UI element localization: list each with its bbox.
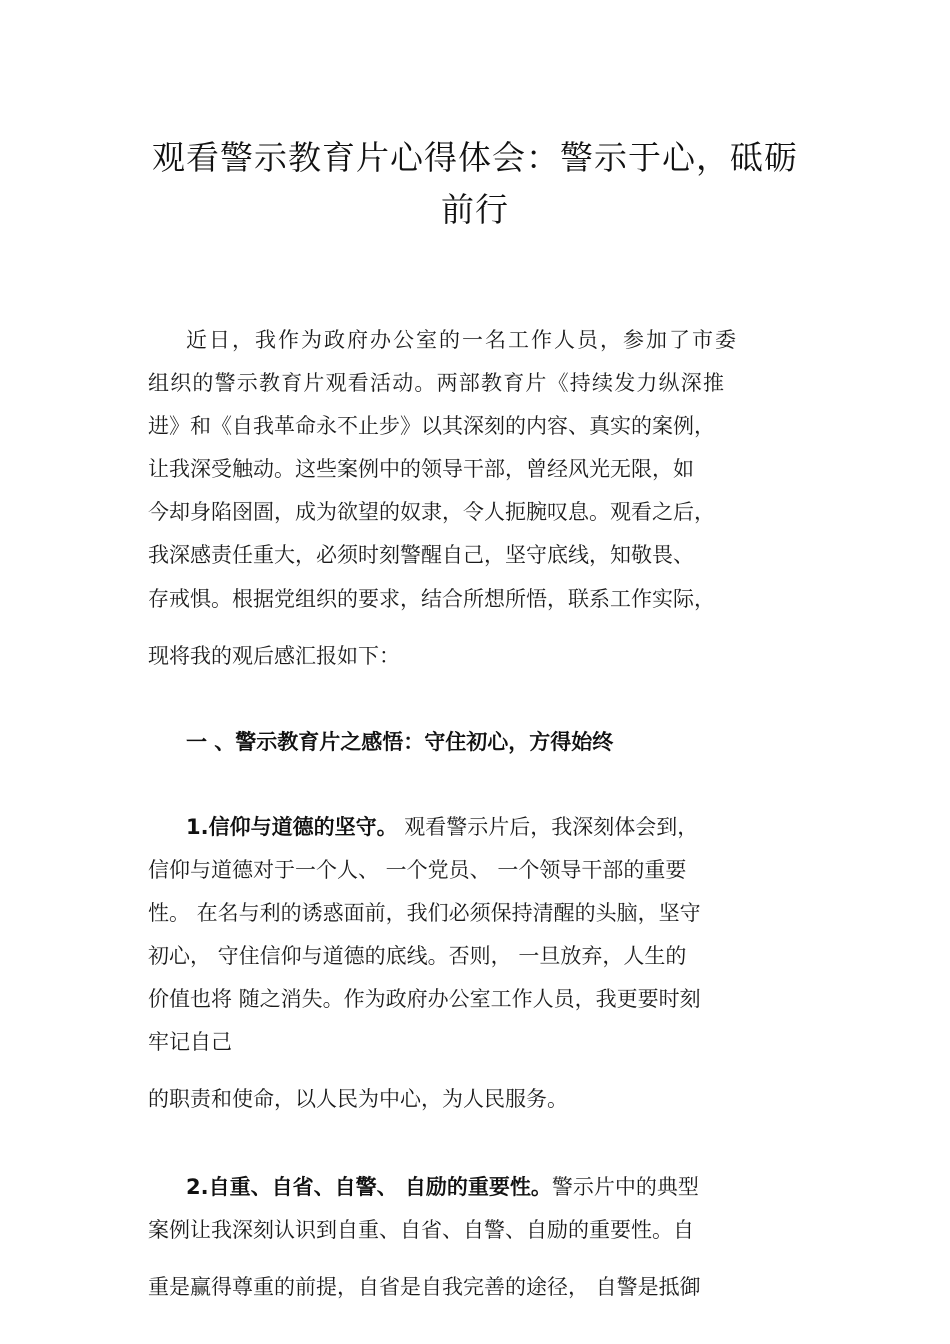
point-1-line: 信仰与道德对于一个人、 一个党员、 一个领导干部的重要 [148, 858, 687, 882]
intro-line: 我深感责任重大，必须时刻警醒自己，坚守底线，知敬畏、 [148, 543, 694, 567]
point-1-line: 初心， 守住信仰与道德的底线。否则， 一旦放弃，人生的 [148, 944, 687, 968]
point-2-line [186, 1172, 699, 1202]
intro-line: 让我深受触动。这些案例中的领导干部，曾经风光无限，如 [148, 457, 694, 481]
point-2-lead: 2.自重、自省、自警、 自励的重要性。 [186, 1175, 552, 1199]
intro-line: 近日，我作为政府办公室的一名工作人员，参加了市委 [186, 328, 738, 352]
point-2-line: 案例让我深刻认识到自重、自省、自警、自励的重要性。自 [148, 1218, 694, 1242]
point-1-line [186, 812, 698, 842]
document-title-line-1: 观看警示教育片心得体会：警示于心，砥砺 [152, 138, 798, 177]
point-1-line: 价值也将 随之消失。作为政府办公室工作人员，我更要时刻 [148, 987, 701, 1011]
document-title-line-2: 前行 [441, 190, 509, 229]
intro-line: 组织的警示教育片观看活动。两部教育片《持续发力纵深推 [148, 371, 726, 395]
section-heading: 一 、警示教育片之感悟：守住初心，方得始终 [186, 730, 614, 754]
intro-line: 现将我的观后感汇报如下： [148, 644, 400, 668]
point-2-line: 重是赢得尊重的前提，自省是自我完善的途径， 自警是抵御 [148, 1275, 701, 1299]
intro-line: 进》和《自我革命永不止步》以其深刻的内容、真实的案例， [148, 414, 715, 438]
point-1-lead: 1.信仰与道德的坚守。 [186, 815, 398, 839]
point-2-text: 警示片中的典型 [551, 1175, 699, 1199]
point-1-line: 性。 在名与利的诱惑面前，我们必须保持清醒的头脑，坚守 [148, 901, 701, 925]
intro-line: 今却身陷囹圄，成为欲望的奴隶，令人扼腕叹息。观看之后， [148, 500, 715, 524]
point-1-text: 观看警示片后，我深刻体会到， [397, 815, 699, 839]
point-1-line: 牢记自己 [148, 1030, 232, 1054]
intro-line: 存戒惧。根据党组织的要求，结合所想所悟，联系工作实际， [148, 587, 715, 611]
point-1-line: 的职责和使命，以人民为中心，为人民服务。 [148, 1087, 568, 1111]
